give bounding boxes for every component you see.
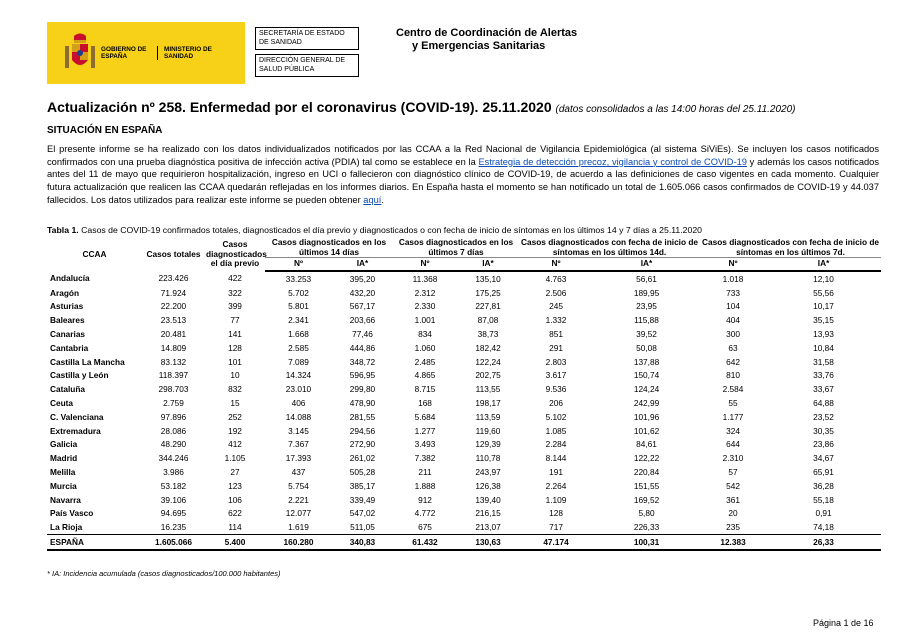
table-row [47,382,881,396]
value-cell: 675 [418,522,432,533]
value-cell: 399 [228,301,242,312]
value-cell: 189,95 [633,287,660,298]
table-row [47,438,881,452]
value-cell: 53.182 [160,480,187,491]
header-sintomas-14d: Casos diagnosticados con fecha de inicio de síntomas en los últimos 14d. [521,237,699,257]
value-cell: 733 [726,287,740,298]
value-cell: 124,24 [633,384,660,395]
value-cell: 2.310 [722,453,744,464]
ccaa-cell: Madrid [50,453,78,464]
value-cell: 324 [726,425,740,436]
value-cell: 17.393 [285,453,312,464]
value-cell: 644 [726,439,740,450]
value-cell: 55,18 [813,494,834,505]
value-cell: 151,55 [633,480,660,491]
value-cell: 118.397 [158,370,189,381]
value-cell: 48.290 [160,439,187,450]
page-number: Página 1 de 16 [813,618,874,628]
value-cell: 191 [549,467,563,478]
value-cell: 505,28 [349,467,376,478]
value-cell: 3.986 [163,467,184,478]
ccaa-cell: ESPAÑA [47,535,142,550]
value-cell: 23.010 [285,384,312,395]
value-cell: 113,59 [475,411,501,422]
ccaa-cell: C. Valenciana [50,411,104,422]
value-cell: 1.018 [722,273,744,284]
value-cell: 235 [726,522,740,533]
ccaa-cell: Castilla y León [50,370,109,381]
value-cell: 542 [726,480,740,491]
value-cell: 4.763 [545,273,567,284]
value-cell: 77,46 [352,329,373,340]
secretaria-label: SECRETARÍA DE ESTADO DE SANIDAD [255,27,359,50]
value-cell: 168 [418,398,432,409]
value-cell: 300 [726,329,740,340]
table-row [47,493,881,507]
value-cell: 94.695 [160,508,187,519]
value-cell: 23,95 [636,301,657,312]
value-cell: 2.341 [288,315,309,326]
value-cell: 5.684 [414,411,436,422]
header-diag-7d: Casos diagnosticados en los últimos 7 días [393,238,519,258]
value-cell: 567,17 [349,301,376,312]
value-cell: 113,55 [475,384,501,395]
value-cell: 20.481 [160,329,187,340]
value-cell: 169,52 [633,494,660,505]
value-cell: 122,22 [633,453,660,464]
value-cell: 1.177 [722,411,744,422]
table-row [47,355,881,369]
value-cell: 1.605.066 [142,535,205,550]
value-cell: 182,42 [475,342,501,353]
table-caption [47,225,882,235]
value-cell: 160.280 [265,535,332,550]
table-row [47,286,881,300]
value-cell: 243,97 [475,467,501,478]
value-cell: 0,91 [815,508,832,519]
value-cell: 129,39 [475,439,501,450]
value-cell: 61.432 [393,535,457,550]
ccaa-cell: Castilla La Mancha [50,356,125,367]
value-cell: 27 [230,467,240,478]
value-cell: 1.619 [288,522,309,533]
value-cell: 1.668 [288,329,309,340]
value-cell: 23,52 [813,411,834,422]
strategy-link[interactable]: Estrategia de detección precoz, vigilancia y control de COVID-19 [478,156,747,167]
value-cell: 272,90 [349,439,376,450]
value-cell: 432,20 [349,287,376,298]
value-cell: 100,31 [593,535,700,550]
table-body [47,271,881,550]
section-heading: SITUACIÓN EN ESPAÑA [47,125,163,136]
value-cell: 47.174 [519,535,593,550]
value-cell: 5.801 [288,301,309,312]
value-cell: 101 [228,356,242,367]
ccaa-cell: Asturias [50,301,84,312]
value-cell: 20 [728,508,738,519]
value-cell: 84,61 [636,439,657,450]
value-cell: 1.109 [545,494,567,505]
table-row [47,369,881,383]
value-cell: 2.264 [545,480,567,491]
value-cell: 851 [549,329,563,340]
value-cell: 2.585 [288,342,309,353]
value-cell: 2.330 [414,301,436,312]
value-cell: 74,18 [813,522,834,533]
value-cell: 64,88 [813,398,834,409]
value-cell: 38,73 [477,329,499,340]
ccaa-cell: Andalucía [50,273,90,284]
value-cell: 385,17 [349,480,376,491]
value-cell: 834 [418,329,432,340]
value-cell: 10,84 [813,342,834,353]
value-cell: 14.809 [160,342,187,353]
header-diag-14d: Casos diagnosticados en los últimos 14 días [265,238,393,258]
value-cell: 2.584 [722,384,744,395]
ministry-label: MINISTERIO DE SANIDAD [157,46,224,60]
value-cell: 361 [726,494,740,505]
value-cell: 7.382 [414,453,436,464]
center-title-line2: y Emergencias Sanitarias [412,40,546,52]
value-cell: 33,76 [813,370,834,381]
value-cell: 33,67 [813,384,834,395]
ccaa-cell: Murcia [50,480,77,491]
value-cell: 412 [228,439,242,450]
value-cell: 33.253 [285,273,312,284]
value-cell: 281,55 [349,411,376,422]
table-row [47,465,881,479]
value-cell: 126,38 [475,480,501,491]
value-cell: 63 [728,342,738,353]
value-cell: 22.200 [160,301,187,312]
value-cell: 294,56 [349,425,376,436]
value-cell: 114 [228,522,242,533]
value-cell: 8.715 [414,384,436,395]
value-cell: 198,17 [475,398,501,409]
value-cell: 437 [291,467,306,478]
header-ia: IA* [766,258,881,272]
intro-text-2: y además los casos notificados antes del 11 de mayo que requirieron hospitalización, ingreso en UCI o fallecieron con diagnóstico clínico de COVID-19, de acuerdo a las definiciones de caso vigentes en cada momento. Cualquier futura actualización que realicen las CCAA quedarán reflejadas en los informes diarios. En España hasta el momento se han notificado un total de 1.605.066 casos confirmados de COVID-19 y 44.037 fallecidos. Los datos utilizados para realizar este informe se pueden obtener [47,156,879,205]
value-cell: 406 [291,398,306,409]
value-cell: 213,07 [475,522,501,533]
value-cell: 348,72 [349,356,376,367]
value-cell: 5,80 [638,508,655,519]
value-cell: 5.754 [288,480,309,491]
value-cell: 1.888 [414,480,436,491]
value-cell: 35,15 [813,315,834,326]
value-cell: 12,10 [813,273,834,284]
value-cell: 12.383 [700,535,766,550]
center-title-line1: Centro de Coordinación de Alertas [396,27,578,39]
value-cell: 422 [228,273,242,284]
value-cell: 31,58 [813,356,834,367]
center-title [396,27,577,53]
value-cell: 10,17 [813,301,834,312]
value-cell: 298.703 [158,384,189,395]
value-cell: 39,52 [636,329,657,340]
ccaa-cell: La Rioja [50,522,83,533]
value-cell: 71.924 [160,287,187,298]
government-logo-block [47,22,245,84]
value-cell: 404 [726,315,740,326]
table-caption-label: Tabla 1. [47,225,79,235]
value-cell: 8.144 [545,453,567,464]
value-cell: 23,86 [813,439,834,450]
value-cell: 57 [728,467,738,478]
value-cell: 77 [230,315,240,326]
government-label: GOBIERNO DE ESPAÑA [101,46,147,60]
value-cell: 299,80 [349,384,376,395]
value-cell: 39.106 [160,494,187,505]
value-cell: 4.772 [414,508,436,519]
value-cell: 175,25 [475,287,501,298]
value-cell: 14.324 [285,370,312,381]
value-cell: 7.089 [288,356,309,367]
value-cell: 115,88 [634,315,659,326]
value-cell: 339,49 [349,494,376,505]
document-title [47,99,796,115]
value-cell: 3.145 [288,425,309,436]
value-cell: 55 [728,398,738,409]
header-ia: IA* [457,258,519,272]
value-cell: 511,05 [350,522,375,533]
value-cell: 5.400 [205,535,265,550]
value-cell: 141 [228,329,242,340]
header-casos-totales: Casos totales [146,248,201,259]
value-cell: 5.102 [545,411,567,422]
value-cell: 110,78 [475,453,501,464]
value-cell: 261,02 [349,453,376,464]
value-cell: 1.060 [414,342,436,353]
value-cell: 245 [549,301,563,312]
table-row [47,396,881,410]
value-cell: 101,96 [633,411,660,422]
table-row [47,424,881,438]
value-cell: 344.246 [158,453,189,464]
value-cell: 1.332 [545,315,567,326]
value-cell: 34,67 [813,453,834,464]
value-cell: 2.312 [414,287,436,298]
value-cell: 128 [228,342,242,353]
value-cell: 97.896 [160,411,187,422]
value-cell: 4.865 [414,370,436,381]
value-cell: 717 [549,522,563,533]
value-cell: 10 [230,370,240,381]
header-dia-previo: Casos diagnosticados el día previo [206,239,267,269]
ccaa-cell: País Vasco [50,508,94,519]
value-cell: 2.803 [545,356,567,367]
value-cell: 135,10 [475,273,501,284]
ccaa-cell: Cantabria [50,342,89,353]
value-cell: 340,83 [332,535,393,550]
table-row [47,271,881,286]
value-cell: 13,93 [813,329,834,340]
value-cell: 2.506 [545,287,567,298]
value-cell: 216,15 [475,508,501,519]
coat-of-arms-icon [64,32,96,74]
header-ia: IA* [593,258,700,272]
value-cell: 202,75 [475,370,501,381]
header-n: Nº [519,258,593,272]
header-ccaa: CCAA [82,248,107,259]
value-cell: 12.077 [285,508,312,519]
value-cell: 810 [726,370,740,381]
value-cell: 912 [418,494,432,505]
value-cell: 123 [228,480,242,491]
report-header [47,22,857,84]
data-download-link[interactable]: aquí [363,194,382,205]
ccaa-cell: Ceuta [50,398,74,409]
table-total-row [47,535,881,550]
ccaa-cell: Melilla [50,467,76,478]
value-cell: 87,08 [477,315,499,326]
value-cell: 252 [228,411,242,422]
value-cell: 28.086 [160,425,187,436]
value-cell: 596,95 [349,370,376,381]
document-title-main: Actualización nº 258. Enfermedad por el coronavirus (COVID-19). 25.11.2020 [47,99,552,115]
value-cell: 642 [726,356,740,367]
value-cell: 16.235 [160,522,187,533]
value-cell: 128 [549,508,563,519]
table-row [47,327,881,341]
value-cell: 2.221 [288,494,309,505]
value-cell: 227,81 [475,301,501,312]
ccaa-cell: Aragón [50,287,80,298]
table-row [47,507,881,521]
header-n: Nº [700,258,766,272]
value-cell: 1.085 [545,425,567,436]
value-cell: 547,02 [349,508,376,519]
value-cell: 622 [228,508,242,519]
value-cell: 2.485 [414,356,436,367]
value-cell: 1.001 [414,315,436,326]
value-cell: 55,56 [813,287,834,298]
value-cell: 50,08 [636,342,657,353]
table-row [47,479,881,493]
table-row [47,451,881,465]
ccaa-cell: Extremadura [50,425,101,436]
table-row [47,520,881,534]
value-cell: 23.513 [160,315,187,326]
value-cell: 137,88 [633,356,660,367]
value-cell: 242,99 [633,398,660,409]
value-cell: 395,20 [349,273,376,284]
intro-text-3: . [381,194,384,205]
intro-paragraph [47,143,879,207]
value-cell: 101,62 [633,425,660,436]
value-cell: 3.617 [545,370,567,381]
value-cell: 15 [230,398,240,409]
table-row [47,410,881,424]
header-n: Nº [393,258,457,272]
value-cell: 206 [549,398,563,409]
ccaa-cell: Navarra [50,494,81,505]
value-cell: 36,28 [813,480,834,491]
footnote: * IA: Incidencia acumulada (casos diagnosticados/100.000 habitantes) [47,569,281,578]
value-cell: 1.277 [414,425,436,436]
value-cell: 11.368 [412,273,438,284]
header-n: Nº [265,258,332,272]
value-cell: 2.284 [545,439,567,450]
value-cell: 2.759 [163,398,184,409]
value-cell: 106 [228,494,242,505]
table-caption-text: Casos de COVID-19 confirmados totales, diagnosticados el día previo y diagnosticados o con fecha de inicio de síntomas en los últimos 14 y 7 días a 25.11.2020 [78,225,703,235]
value-cell: 223.426 [158,273,189,284]
value-cell: 211 [418,467,432,478]
table-row [47,300,881,314]
ccaa-cell: Galicia [50,439,78,450]
value-cell: 1.105 [224,453,246,464]
value-cell: 9.536 [545,384,567,395]
value-cell: 130,63 [457,535,519,550]
value-cell: 291 [549,342,563,353]
department-boxes [255,27,359,81]
ccaa-cell: Baleares [50,315,85,326]
table-row [47,341,881,355]
value-cell: 7.367 [288,439,309,450]
value-cell: 26,33 [766,535,881,550]
value-cell: 5.702 [288,287,309,298]
value-cell: 3.493 [414,439,436,450]
value-cell: 478,90 [349,398,376,409]
value-cell: 119,60 [475,425,501,436]
value-cell: 30,35 [813,425,834,436]
value-cell: 65,91 [813,467,834,478]
value-cell: 139,40 [475,494,501,505]
value-cell: 192 [228,425,242,436]
value-cell: 83.132 [160,356,187,367]
covid-cases-table [47,238,881,551]
value-cell: 322 [228,287,242,298]
value-cell: 444,86 [349,342,376,353]
value-cell: 56,61 [636,273,657,284]
value-cell: 220,84 [633,467,660,478]
ccaa-cell: Cataluña [50,384,86,395]
value-cell: 203,66 [349,315,376,326]
value-cell: 122,24 [475,356,501,367]
intro-text-1: El presente informe se ha realizado con los datos individualizados notificados por las CCAA a la Red Nacional de Vigilancia Epidemiológica (al sistema SiViEs). Se incluyen los casos notificados confirmados con una prueba diagnóstica positiva de infección activa (PDIA) tal como se establece en la [47,144,879,167]
table-row [47,313,881,327]
value-cell: 150,74 [633,370,660,381]
header-sintomas-7d: Casos diagnosticados con fecha de inicio de síntomas en los últimos 7d. [702,237,880,257]
value-cell: 104 [726,301,740,312]
ccaa-cell: Canarias [50,329,86,340]
value-cell: 226,33 [633,522,660,533]
document-title-subtitle: (datos consolidados a las 14:00 horas del 25.11.2020) [555,104,796,115]
header-ia: IA* [332,258,393,272]
direccion-label: DIRECCIÓN GENERAL DE SALUD PÚBLICA [255,54,359,77]
value-cell: 14.088 [285,411,312,422]
value-cell: 832 [228,384,242,395]
